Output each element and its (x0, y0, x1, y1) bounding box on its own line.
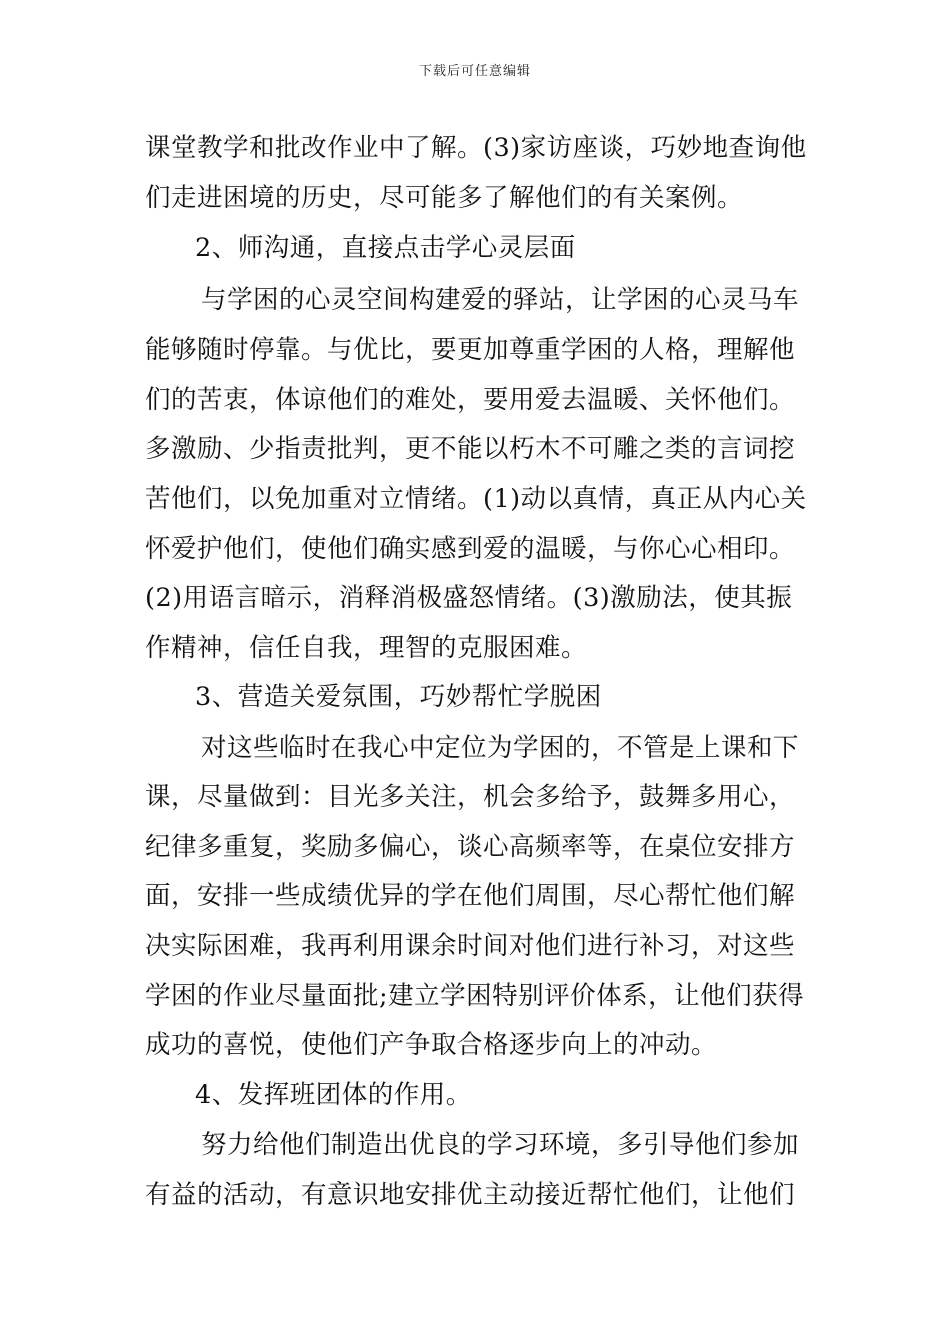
text-line: 课堂教学和批改作业中了解。(3)家访座谈，巧妙地查询他 (145, 133, 807, 163)
section-heading: 3、营造关爱氛围，巧妙帮忙学脱困 (195, 682, 602, 712)
text-line: 们的苦衷，体谅他们的难处，要用爱去温暖、关怀他们。 (145, 385, 796, 415)
text-line: 学困的作业尽量面批;建立学困特别评价体系，让他们获得 (145, 981, 805, 1011)
text-line: 苦他们，以免加重对立情绪。(1)动以真情，真正从内心关 (145, 484, 807, 514)
text-line: 面，安排一些成绩优异的学在他们周围，尽心帮忙他们解 (145, 881, 796, 911)
text-line: 怀爱护他们，使他们确实感到爱的温暖，与你心心相印。 (145, 534, 796, 564)
text-line: 对这些临时在我心中定位为学困的，不管是上课和下 (201, 733, 800, 763)
text-line: 成功的喜悦，使他们产争取合格逐步向上的冲动。 (145, 1030, 718, 1060)
text-line: (2)用语言暗示，消释消极盛怒情绪。(3)激励法，使其振 (145, 583, 793, 613)
text-line: 课，尽量做到：目光多关注，机会多给予，鼓舞多用心， (145, 782, 796, 812)
text-line: 决实际困难，我再利用课余时间对他们进行补习，对这些 (145, 931, 796, 961)
text-line: 作精神，信任自我，理智的克服困难。 (145, 633, 588, 663)
section-heading: 2、师沟通，直接点击学心灵层面 (195, 233, 576, 263)
text-line: 与学困的心灵空间构建爱的驿站，让学困的心灵马车 (201, 285, 800, 315)
text-line: 努力给他们制造出优良的学习环境，多引导他们参加 (201, 1130, 800, 1160)
text-line: 多激励、少指责批判，更不能以朽木不可雕之类的言词挖 (145, 434, 796, 464)
text-line: 有益的活动，有意识地安排优主动接近帮忙他们，让他们 (145, 1180, 796, 1210)
section-heading: 4、发挥班团体的作用。 (195, 1080, 472, 1110)
text-line: 能够随时停靠。与优比，要更加尊重学困的人格，理解他 (145, 335, 796, 365)
page-header: 下载后可任意编辑 (418, 64, 531, 79)
text-line: 们走进困境的历史，尽可能多了解他们的有关案例。 (145, 183, 744, 213)
text-line: 纪律多重复，奖励多偏心，谈心高频率等，在桌位安排方 (145, 832, 796, 862)
